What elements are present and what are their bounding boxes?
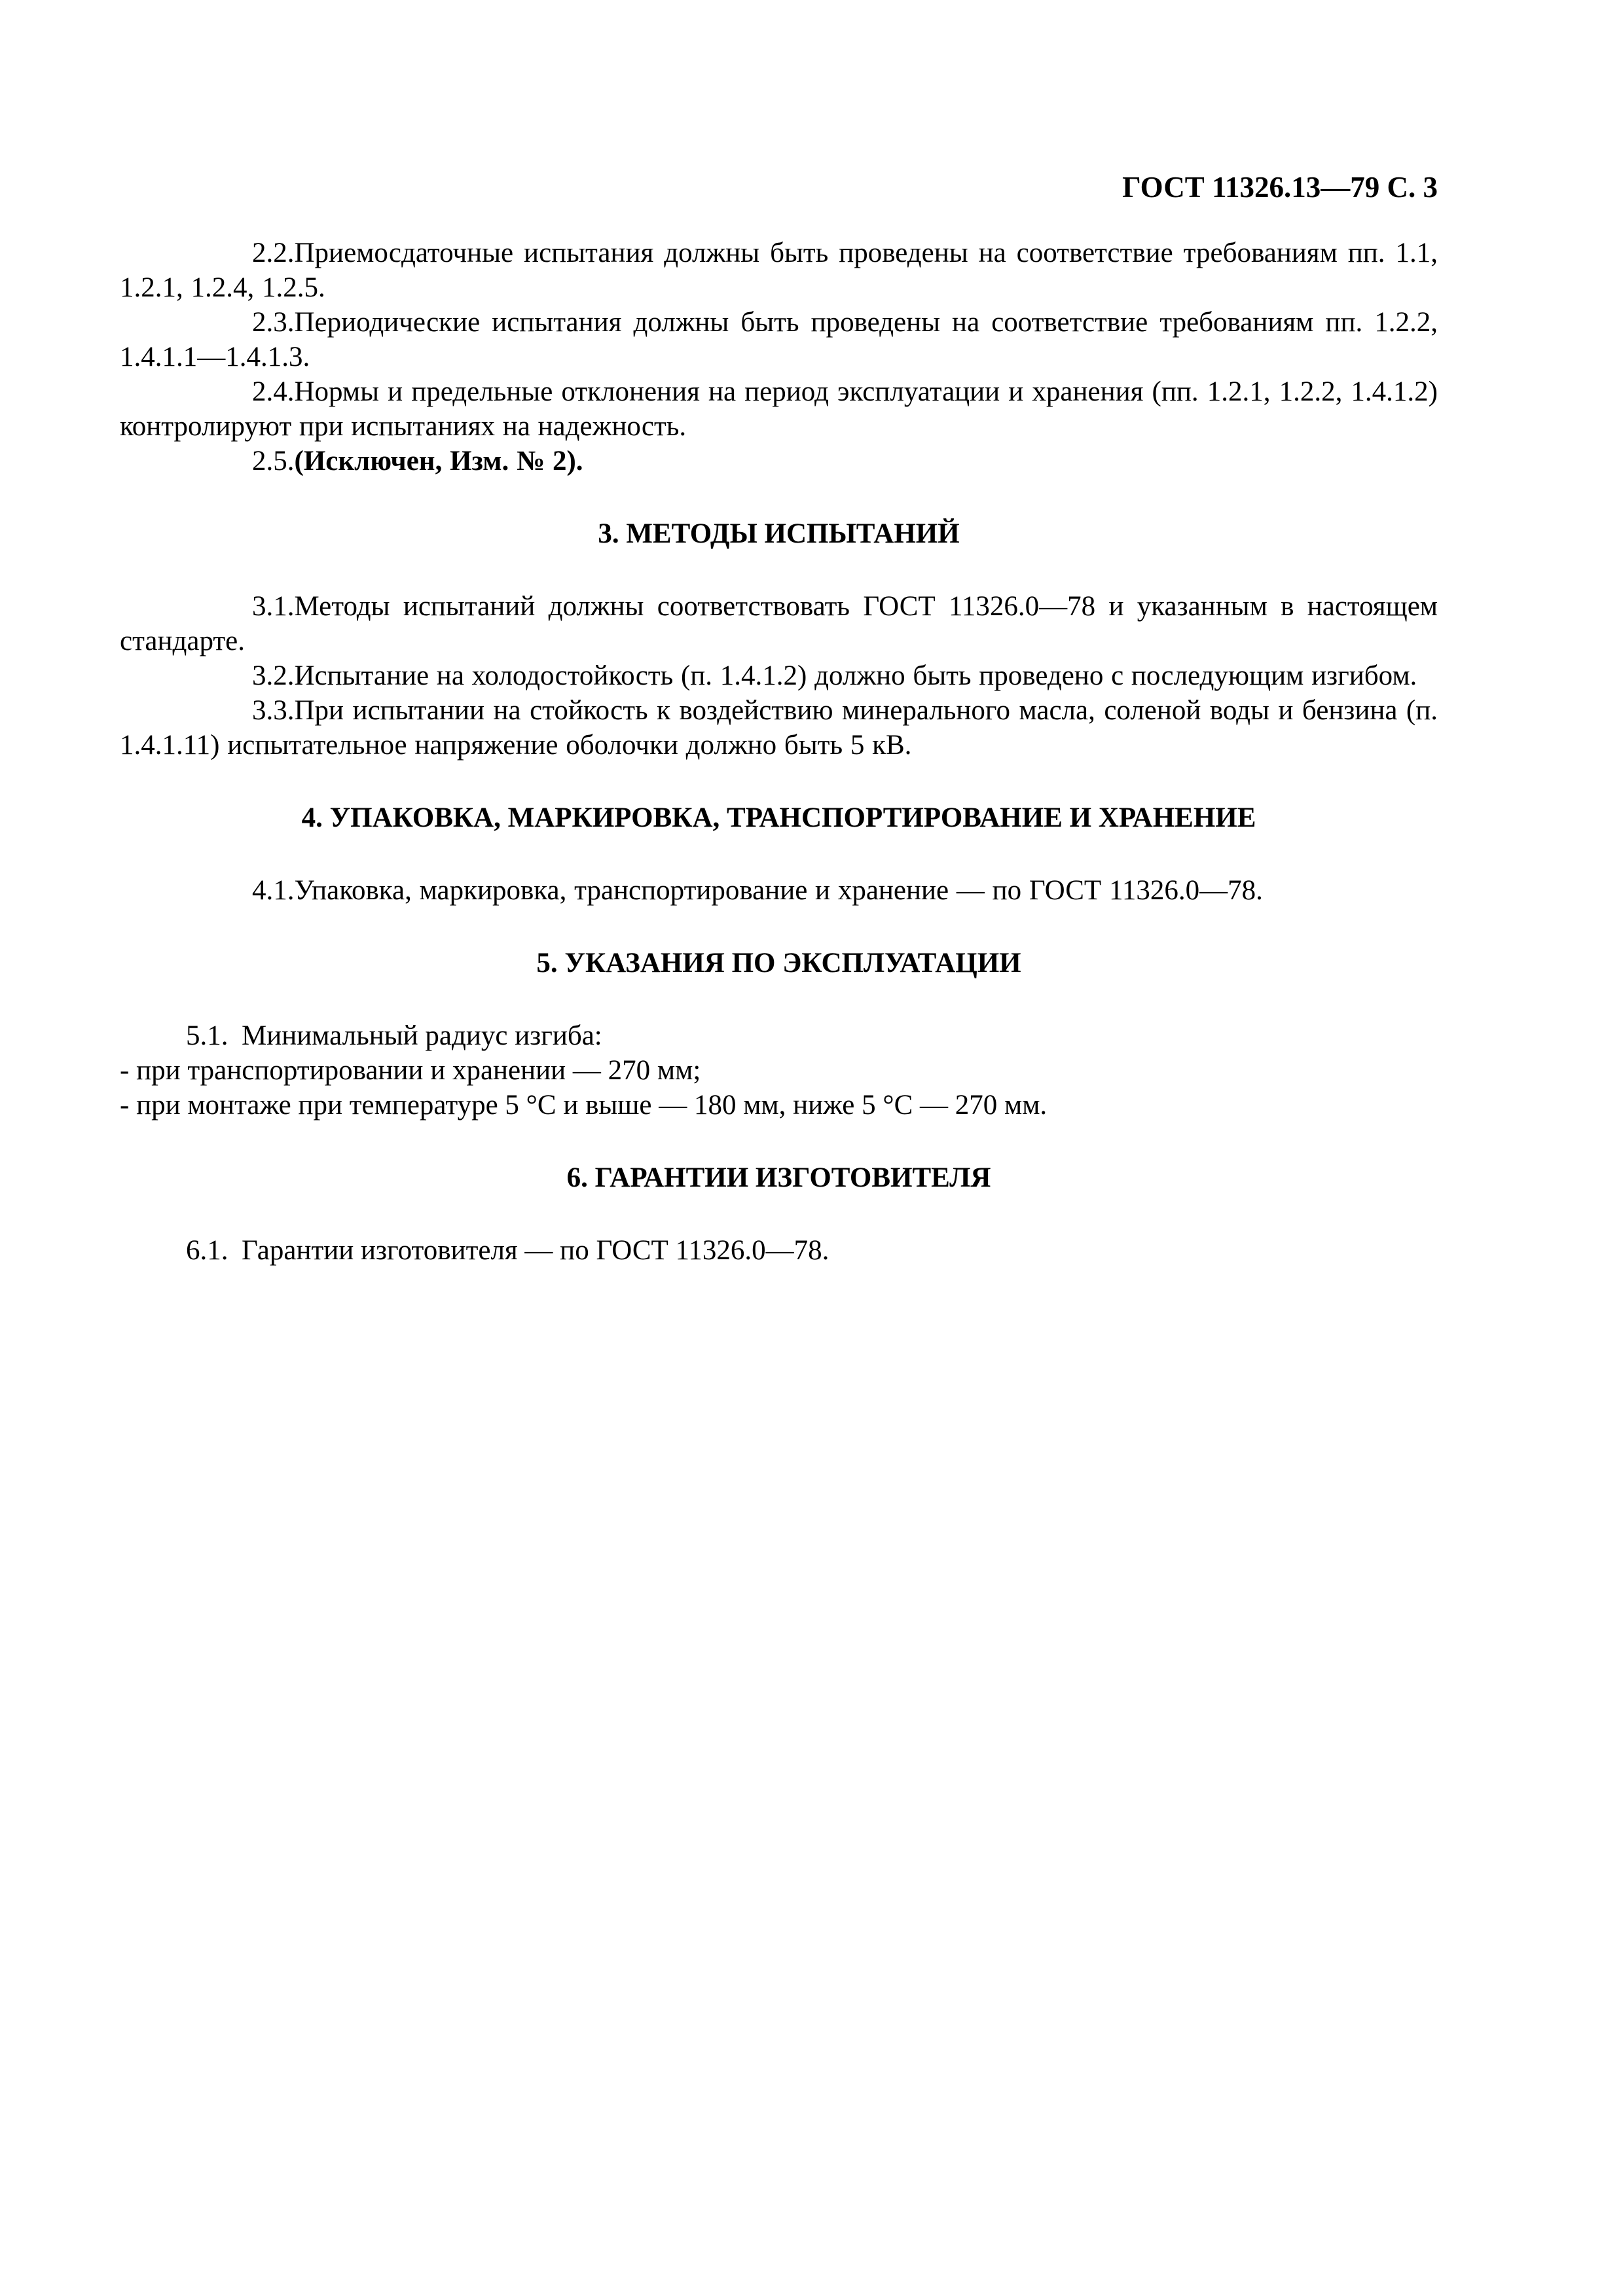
section-title-6: 6. ГАРАНТИИ ИЗГОТОВИТЕЛЯ <box>566 1162 991 1193</box>
clause-number: 2.4. <box>252 376 295 407</box>
clause-text: Минимальный радиус изгиба: <box>242 1020 602 1051</box>
list-item: - при монтаже при температуре 5 °С и выше — 180 мм, ниже 5 °С — 270 мм. <box>120 1090 1048 1121</box>
document-body <box>120 236 1438 1268</box>
clause-number: 2.2. <box>252 238 295 268</box>
clause-text: (Исключен, Изм. № 2). <box>294 446 583 476</box>
clause-number: 5.1. <box>186 1020 228 1051</box>
clause-2-3 <box>120 305 1438 374</box>
clause-3-1 <box>120 589 1438 658</box>
clause-number: 3.3. <box>252 695 295 726</box>
clause-number: 2.3. <box>252 307 295 338</box>
clause-text: Приемосдаточные испытания должны быть проведены на соответствие требованиям пп. 1.1, 1.2.1, 1.2.4, 1.2.5. <box>120 238 1438 303</box>
clause-3-2 <box>120 658 1438 693</box>
section-title-5: 5. УКАЗАНИЯ ПО ЭКСПЛУАТАЦИИ <box>536 948 1021 978</box>
clause-text: Периодические испытания должны быть проведены на соответствие требованиям пп. 1.2.2, 1.4.1.1—1.4.1.3. <box>120 307 1438 372</box>
clause-2-4 <box>120 374 1438 444</box>
clause-3-3 <box>120 693 1438 762</box>
clause-number: 3.2. <box>252 660 295 691</box>
clause-6-1 <box>120 1233 1438 1268</box>
section-title-3: 3. МЕТОДЫ ИСПЫТАНИЙ <box>598 518 960 549</box>
clause-2-5 <box>120 444 1438 478</box>
section-title-4: 4. УПАКОВКА, МАРКИРОВКА, ТРАНСПОРТИРОВАНИЕ И ХРАНЕНИЕ <box>301 802 1256 833</box>
page-header: ГОСТ 11326.13—79 С. 3 <box>1122 171 1438 204</box>
clause-text: Испытание на холодостойкость (п. 1.4.1.2) должно быть проведено с последующим изгибом. <box>294 660 1417 691</box>
clause-number: 4.1. <box>252 875 295 906</box>
clause-text: Упаковка, маркировка, транспортирование и хранение — по ГОСТ 11326.0—78. <box>294 875 1263 906</box>
clause-number: 6.1. <box>186 1235 228 1266</box>
clause-text: Нормы и предельные отклонения на период эксплуатации и хранения (пп. 1.2.1, 1.2.2, 1.4.1.2) контролируют при испытаниях на надежность. <box>120 376 1438 442</box>
clause-5-1 <box>120 1018 1438 1053</box>
clause-number: 3.1. <box>252 591 295 622</box>
clause-text: Гарантии изготовителя — по ГОСТ 11326.0—78. <box>242 1235 830 1266</box>
clause-text: Методы испытаний должны соответствовать ГОСТ 11326.0—78 и указанным в настоящем стандарте. <box>120 591 1438 656</box>
clause-2-2 <box>120 236 1438 305</box>
clause-4-1 <box>120 873 1438 908</box>
clause-number: 2.5. <box>252 446 295 476</box>
clause-text: При испытании на стойкость к воздействию минерального масла, соленой воды и бензина (п. 1.4.1.11) испытательное напряжение оболочки должно быть 5 кВ. <box>120 695 1438 761</box>
list-item: - при транспортировании и хранении — 270 мм; <box>120 1055 701 1086</box>
